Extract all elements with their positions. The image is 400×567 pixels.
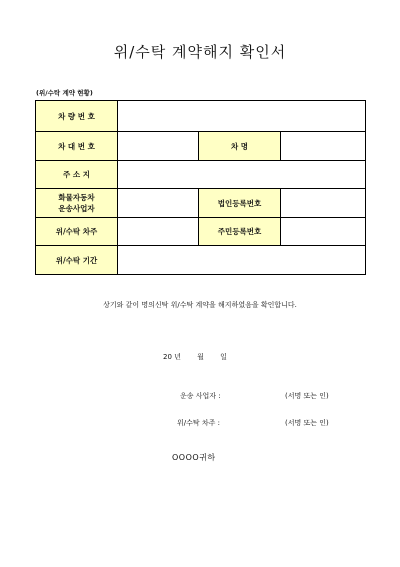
vehicle-name-field[interactable] (281, 132, 366, 161)
signature-label-consignor-owner: 위/수탁 차주 : (177, 419, 220, 427)
transport-business-field[interactable] (118, 189, 199, 218)
signature-note-transport-business: (서명 또는 인) (285, 392, 329, 400)
document-title: 위/수탁 계약해지 확인서 (113, 43, 287, 61)
contract-period-label: 위/수탁 기간 (36, 246, 118, 275)
resident-reg-number-label: 주민등록번호 (199, 218, 281, 246)
vehicle-number-field[interactable] (118, 101, 366, 132)
contract-period-field[interactable] (118, 246, 366, 275)
table-row (36, 132, 366, 161)
recipient: OOOO귀하 (172, 453, 216, 462)
date-year: 20 년 (163, 353, 181, 361)
table-row (36, 161, 366, 189)
signature-note-consignor-owner: (서명 또는 인) (285, 419, 329, 427)
table-row (36, 189, 366, 218)
corp-reg-number-field[interactable] (281, 189, 366, 218)
date-day: 일 (220, 353, 227, 361)
chassis-number-label: 차 대 번 호 (36, 132, 118, 161)
confirmation-statement: 상기와 같이 명의신탁 위/수탁 계약을 해지하였음을 확인합니다. (103, 301, 297, 309)
table-row (36, 101, 366, 132)
address-field[interactable] (118, 161, 366, 189)
consignor-owner-field[interactable] (118, 218, 199, 246)
date-line (163, 352, 241, 362)
contract-status-table (35, 100, 366, 275)
signature-label-transport-business: 운송 사업자 : (180, 392, 221, 400)
chassis-number-field[interactable] (118, 132, 199, 161)
vehicle-name-label: 차 명 (199, 132, 281, 161)
corp-reg-number-label: 법인등록번호 (199, 189, 281, 218)
transport-business-label-line1: 화물자동차 (58, 193, 95, 202)
table-row (36, 218, 366, 246)
section-label: (위/수탁 계약 현황) (36, 89, 93, 97)
address-label: 주 소 지 (36, 161, 118, 189)
date-month: 월 (197, 353, 204, 361)
transport-business-label-line2: 운송사업자 (58, 204, 95, 213)
transport-business-label (36, 189, 118, 218)
table-row (36, 246, 366, 275)
resident-reg-number-field[interactable] (281, 218, 366, 246)
vehicle-number-label: 차 량 번 호 (36, 101, 118, 132)
consignor-owner-label: 위/수탁 차주 (36, 218, 118, 246)
